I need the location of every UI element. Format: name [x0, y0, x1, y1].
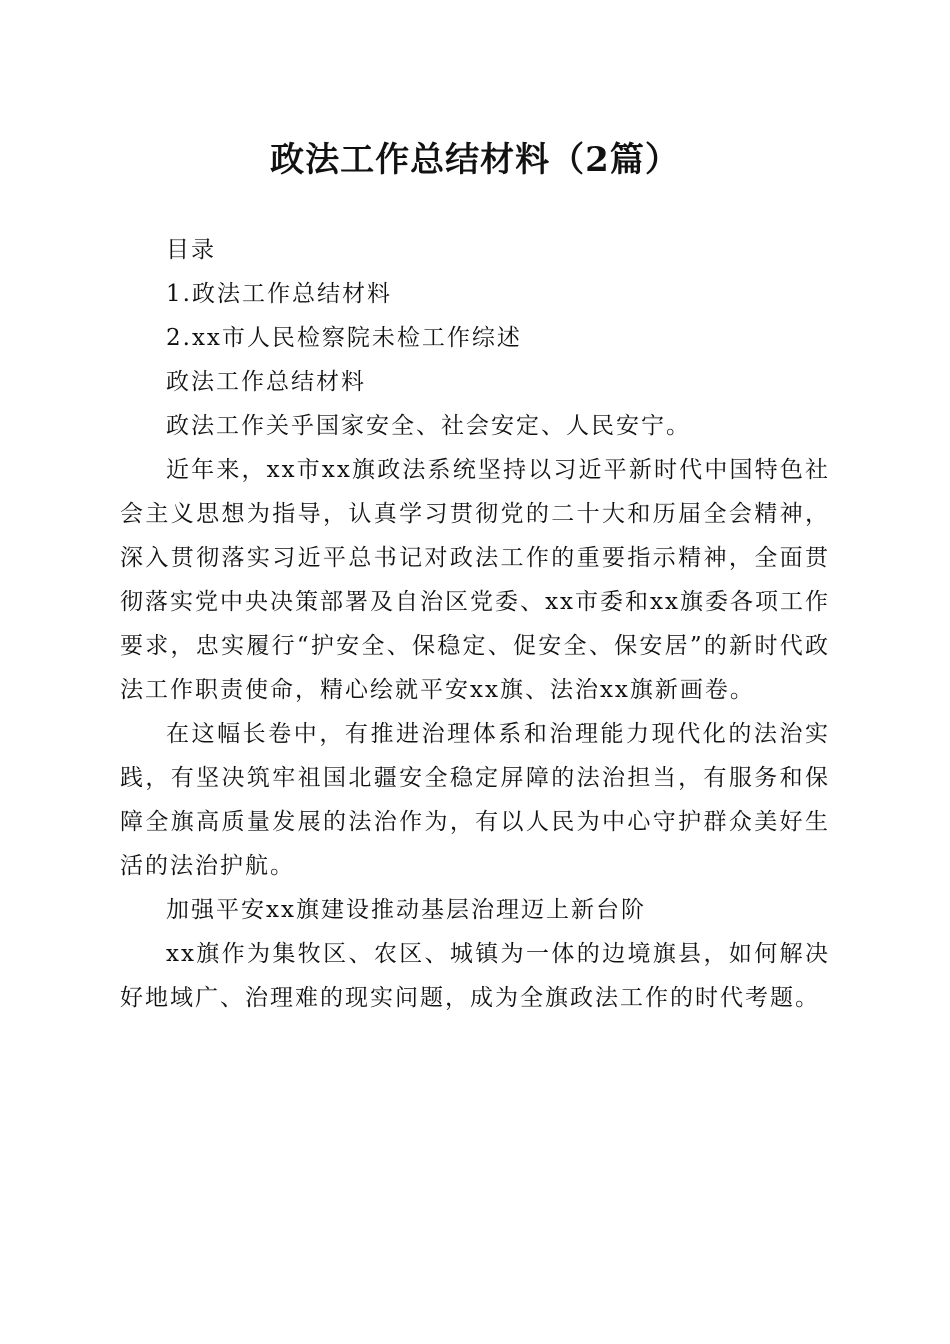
toc-heading: 目录: [166, 237, 216, 263]
section-title: 政法工作总结材料: [166, 369, 366, 395]
toc-item-2: 2.xx市人民检察院未检工作综述: [166, 325, 522, 351]
paragraph-background: 近年来，xx市xx旗政法系统坚持以习近平新时代中国特色社会主义思想为指导，认真学习贯彻党的二十大和历届全会精神，深入贯彻落实习近平总书记对政法工作的重要指示精神，全面贯彻落实党中央决策部署及自治区党委、xx市委和xx旗委各项工作要求，忠实履行“护安全、保稳定、促安全、保安居”的新时代政法工作职责使命，精心绘就平安xx旗、法治xx旗新画卷。: [120, 457, 830, 703]
toc-item-1: 1.政法工作总结材料: [166, 281, 392, 307]
subheading: 加强平安xx旗建设推动基层治理迈上新台阶: [166, 897, 646, 923]
paragraph-scroll: 在这幅长卷中，有推进治理体系和治理能力现代化的法治实践，有坚决筑牢祖国北疆安全稳定屏障的法治担当，有服务和保障全旗高质量发展的法治作为，有以人民为中心守护群众美好生活的法治护航。: [120, 721, 830, 879]
paragraph-closing: xx旗作为集牧区、农区、城镇为一体的边境旗县，如何解决好地域广、治理难的现实问题，成为全旗政法工作的时代考题。: [120, 941, 830, 1011]
paragraph-intro: 政法工作关乎国家安全、社会安定、人民安宁。: [166, 413, 691, 439]
document-body: [120, 228, 830, 1020]
document-title: 政法工作总结材料（2篇）: [270, 140, 680, 180]
